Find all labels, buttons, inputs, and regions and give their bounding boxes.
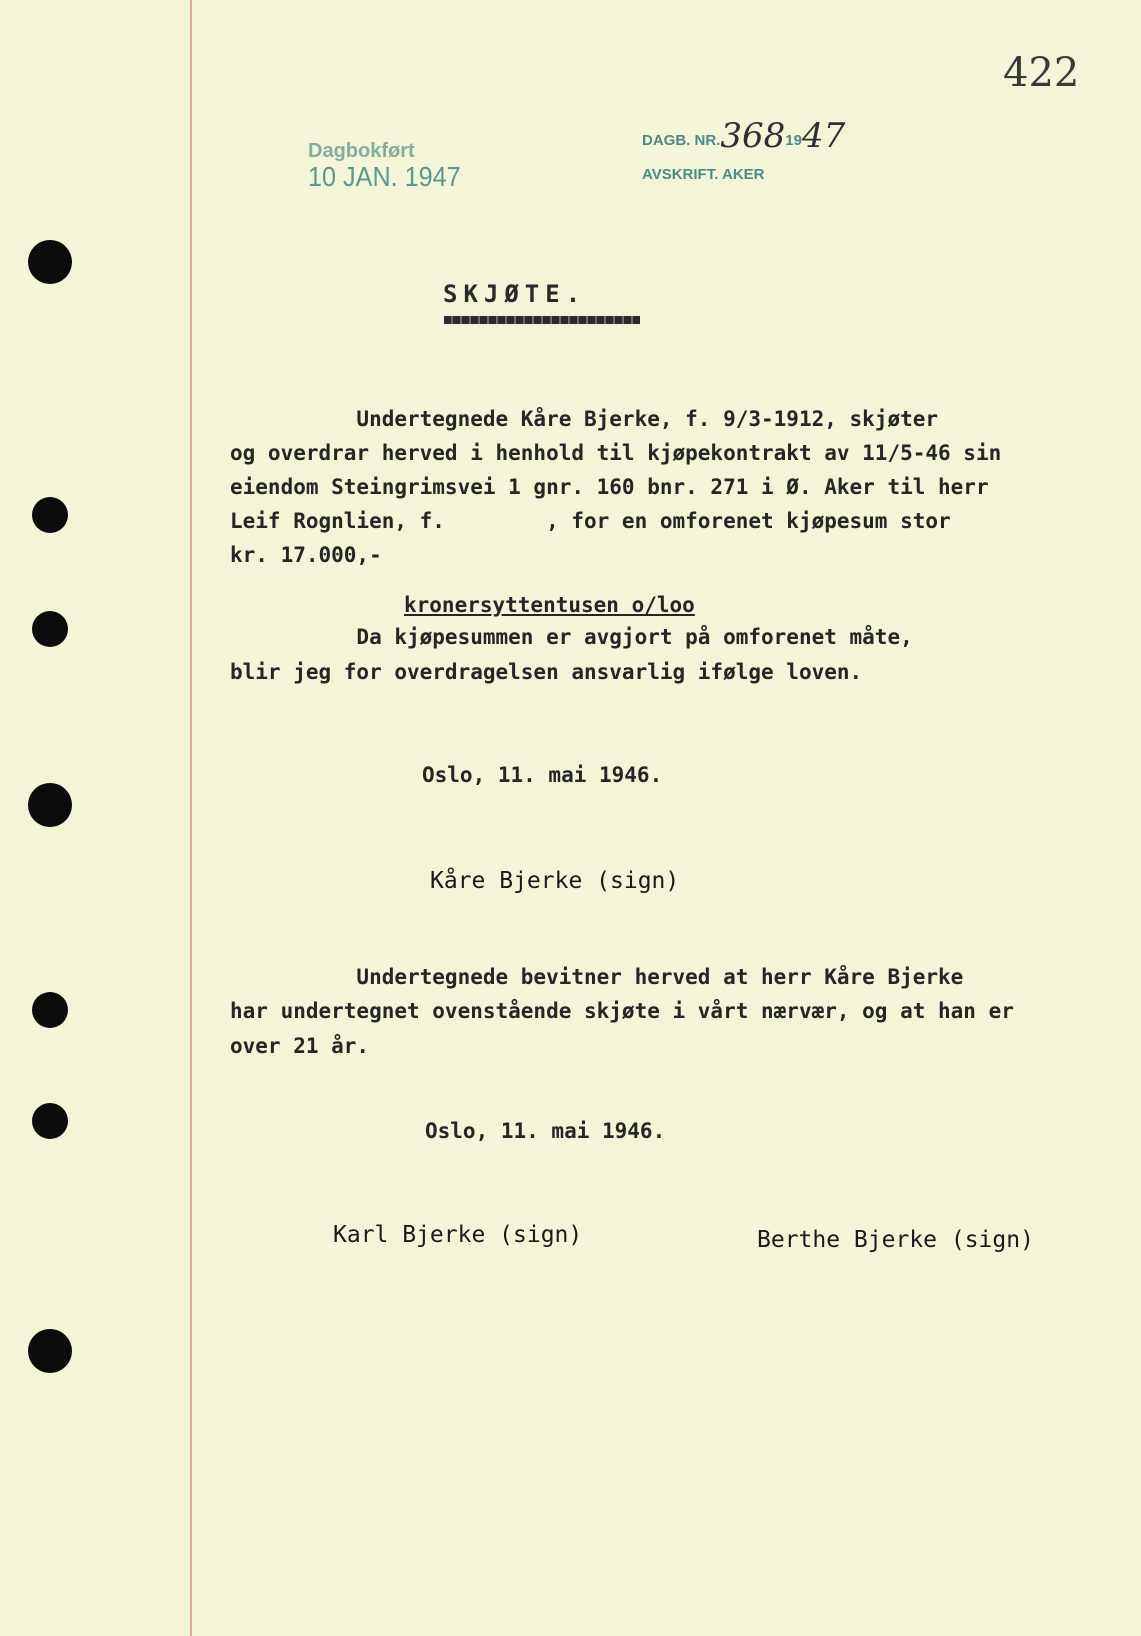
journal-year-prefix: 19 [785, 132, 802, 149]
witness2-signature: Berthe Bjerke (sign) [757, 1227, 1034, 1253]
punch-hole [32, 992, 68, 1028]
amount-in-words: kronersyttentusen o/loo [404, 593, 695, 617]
place-date: Oslo, 11. mai 1946. [425, 1119, 666, 1143]
document-title: SKJØTE. [443, 280, 587, 308]
body-line: kr. 17.000,- [230, 543, 382, 567]
page-number: 422 [1003, 50, 1080, 96]
journal-stamp [642, 110, 845, 186]
punch-hole [28, 240, 72, 284]
journal-number-line [642, 110, 845, 163]
seller-signature: Kåre Bjerke (sign) [430, 868, 680, 894]
witness-line: over 21 år. [230, 1034, 370, 1058]
witness-line: Undertegnede bevitner herved at herr Kåre Bjerke [230, 965, 964, 989]
margin-line [190, 0, 192, 1636]
body-line: eiendom Steingrimsvei 1 gnr. 160 bnr. 271 i Ø. Aker til herr [230, 475, 989, 499]
stamp-date: 10 JAN. 1947 [308, 161, 461, 192]
punch-hole [28, 1329, 72, 1373]
place-date: Oslo, 11. mai 1946. [422, 763, 663, 787]
punch-hole [28, 783, 72, 827]
title-underline [444, 316, 640, 324]
body-line: Undertegnede Kåre Bjerke, f. 9/3-1912, skjøter [230, 407, 939, 431]
punch-hole [32, 611, 68, 647]
punch-hole [32, 497, 68, 533]
handwritten-journal-year: 47 [801, 116, 846, 156]
body-line: blir jeg for overdragelsen ansvarlig ifølge loven. [230, 660, 863, 684]
witness1-signature: Karl Bjerke (sign) [333, 1222, 583, 1248]
punch-hole [32, 1103, 68, 1139]
witness-line: har undertegnet ovenstående skjøte i vårt nærvær, og at han er [230, 999, 1014, 1023]
stamp-label: Dagbokført [308, 140, 415, 162]
body-line: Leif Rognlien, f. , for en omforenet kjøpesum stor [230, 509, 951, 533]
handwritten-journal-number: 368 [720, 116, 786, 156]
body-line: Da kjøpesummen er avgjort på omforenet måte, [230, 625, 913, 649]
copy-label: AVSKRIFT. AKER [642, 165, 765, 183]
body-line: og overdrar herved i henhold til kjøpekontrakt av 11/5-46 sin [230, 441, 1002, 465]
registration-stamp [308, 140, 478, 193]
journal-number-label: DAGB. NR. [642, 132, 721, 149]
